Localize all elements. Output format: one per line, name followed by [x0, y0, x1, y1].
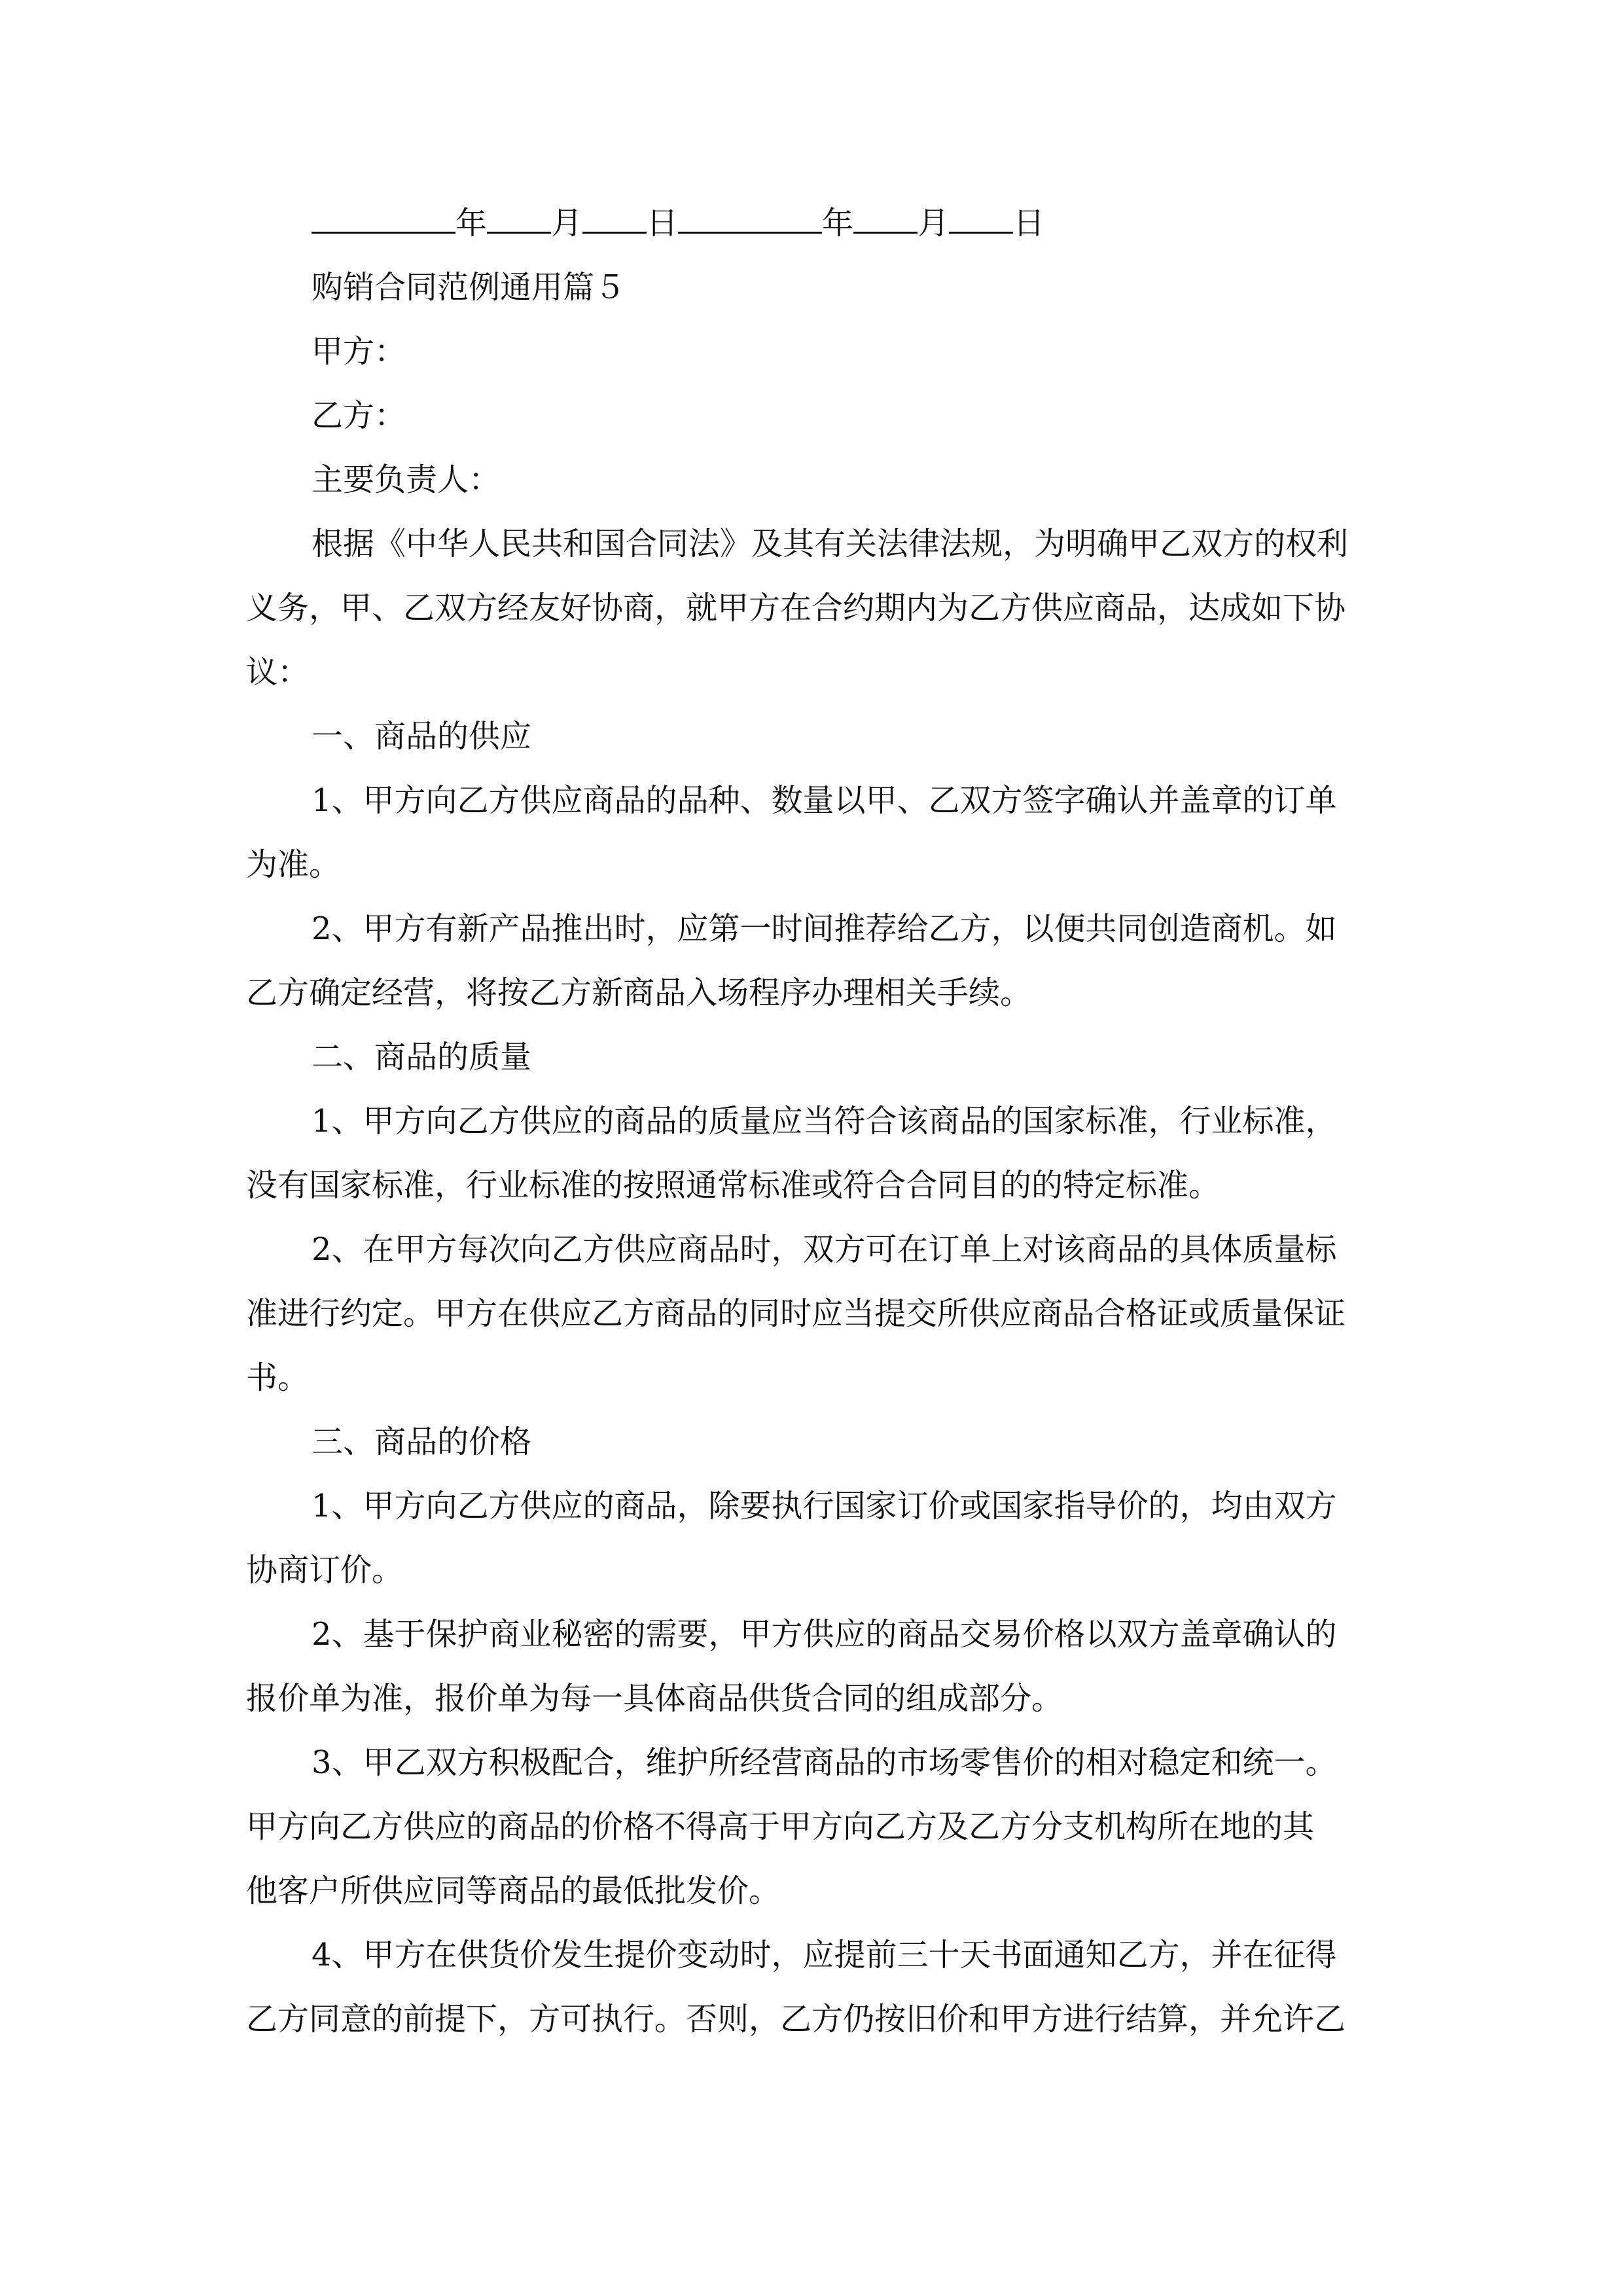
paragraph-line: 2、基于保护商业秘密的需要，甲方供应的商品交易价格以双方盖章确认的 [312, 1616, 1337, 1653]
day-label: 日 [1013, 205, 1045, 242]
day-blank [582, 194, 647, 234]
year-blank [312, 194, 455, 234]
section-heading: 二、商品的质量 [312, 1039, 532, 1075]
party-b-label: 乙方： [312, 397, 406, 434]
paragraph-line: 根据《中华人民共和国合同法》及其有关法律法规，为明确甲乙双方的权利 [312, 526, 1349, 562]
month-blank [853, 194, 918, 234]
clause-paragraph [246, 1089, 1377, 1217]
clause-paragraph [246, 1731, 1377, 1923]
paragraph-line: 义务，甲、乙双方经友好协商，就甲方在合约期内为乙方供应商品，达成如下协 [246, 590, 1346, 626]
clause-paragraph [246, 768, 1377, 897]
paragraph-line: 甲方向乙方供应的商品的价格不得高于甲方向乙方及乙方分支机构所在地的其 [246, 1808, 1315, 1845]
paragraph-line: 乙方确定经营，将按乙方新商品入场程序办理相关手续。 [246, 975, 1032, 1011]
paragraph-line: 他客户所供应同等商品的最低批发价。 [246, 1873, 781, 1909]
signature-date-line [246, 191, 1377, 255]
paragraph-line: 准进行约定。甲方在供应乙方商品的同时应当提交所供应商品合格证或质量保证 [246, 1295, 1346, 1332]
paragraph-line: 4、甲方在供货价发生提价变动时，应提前三十天书面通知乙方，并在征得 [312, 1937, 1337, 1973]
clause-paragraph [246, 1923, 1377, 2051]
paragraph-line: 协商订价。 [246, 1552, 404, 1588]
month-blank [487, 194, 551, 234]
month-label: 月 [551, 205, 583, 242]
clause-paragraph [246, 1602, 1377, 1731]
year-blank [678, 194, 822, 234]
paragraph-line: 3、甲乙双方积极配合，维护所经营商品的市场零售价的相对稳定和统一。 [312, 1744, 1337, 1781]
paragraph-line: 1、甲方向乙方供应商品的品种、数量以甲、乙双方签字确认并盖章的订单 [312, 782, 1337, 819]
paragraph-line: 2、甲方有新产品推出时，应第一时间推荐给乙方，以便共同创造商机。如 [312, 910, 1337, 947]
year-label: 年 [455, 205, 488, 242]
paragraph-line: 乙方同意的前提下，方可执行。否则，乙方仍按旧价和甲方进行结算，并允许乙 [246, 2001, 1346, 2037]
section-heading: 三、商品的价格 [312, 1424, 532, 1460]
document-body [246, 191, 1377, 2051]
paragraph-line: 没有国家标准，行业标准的按照通常标准或符合合同目的的特定标准。 [246, 1167, 1221, 1204]
year-label: 年 [822, 205, 854, 242]
paragraph-line: 为准。 [246, 846, 341, 883]
day-label: 日 [647, 205, 679, 242]
clause-paragraph [246, 1474, 1377, 1602]
intro-paragraph [246, 512, 1377, 704]
paragraph-line: 报价单为准，报价单为每一具体商品供货合同的组成部分。 [246, 1680, 1063, 1717]
document-title: 购销合同范例通用篇５ [312, 269, 626, 306]
month-label: 月 [918, 205, 950, 242]
party-a-label: 甲方： [312, 333, 406, 370]
responsible-person-label: 主要负责人： [312, 461, 501, 498]
clause-paragraph [246, 1217, 1377, 1410]
paragraph-line: 1、甲方向乙方供应的商品的质量应当符合该商品的国家标准，行业标准， [312, 1103, 1337, 1139]
paragraph-line: 2、在甲方每次向乙方供应商品时，双方可在订单上对该商品的具体质量标 [312, 1231, 1337, 1268]
paragraph-line: 1、甲方向乙方供应的商品，除要执行国家订价或国家指导价的，均由双方 [312, 1488, 1337, 1524]
day-blank [949, 194, 1013, 234]
paragraph-line: 书。 [246, 1359, 310, 1396]
clause-paragraph [246, 897, 1377, 1025]
section-heading: 一、商品的供应 [312, 718, 532, 755]
paragraph-line: 议： [246, 654, 310, 691]
